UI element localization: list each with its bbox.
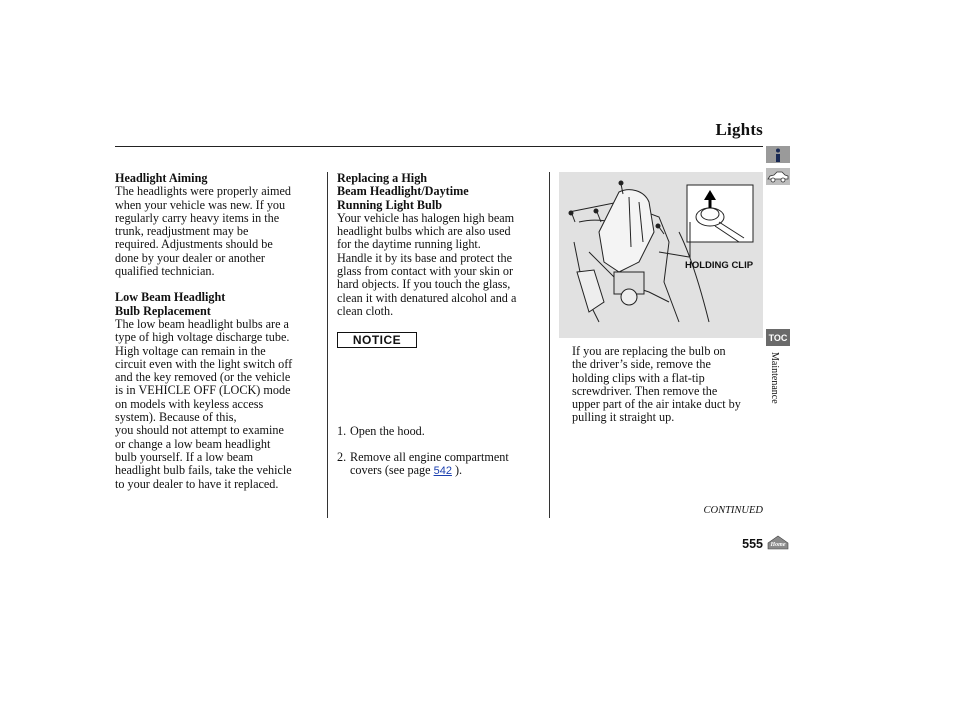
step-2-tail: ). (454, 463, 463, 478)
col1-p1-l2: regularly carry heavy items in the (115, 210, 280, 225)
home-icon (766, 534, 790, 550)
col2-p1-l6: clean it with denatured alcohol and a (337, 290, 517, 305)
col1-p2-l0: The low beam headlight bulbs are a (115, 316, 289, 331)
col1-p2-l4: and the key removed (or the vehicle (115, 370, 291, 385)
column-divider-1 (327, 172, 328, 518)
step-1-text: Open the hood. (350, 424, 425, 438)
column-1 (115, 172, 325, 491)
col1-p2-l9: or change a low beam headlight (115, 436, 271, 451)
toc-button[interactable]: TOC (766, 329, 790, 346)
step-2 (337, 451, 509, 479)
column-divider-2 (549, 172, 550, 518)
col1-p2-l10: bulb yourself. If a low beam (115, 449, 254, 464)
col1-p1-l1: when your vehicle was new. If you (115, 197, 286, 212)
col1-p2-l7: system). Because of this, (115, 410, 237, 425)
car-icon (767, 171, 789, 183)
page-title: Lights (715, 120, 763, 139)
col3-p1-l2: holding clips with a flat-tip (572, 370, 705, 385)
section-tab-maintenance[interactable]: Maintenance (769, 352, 780, 404)
page-link-542[interactable]: 542 (433, 465, 452, 478)
col1-p2-l2: High voltage can remain in the (115, 343, 266, 358)
col2-p1-l3: Handle it by its base and protect the (337, 250, 512, 265)
col1-p1-l0: The headlights were properly aimed (115, 184, 291, 199)
engine-diagram-svg (559, 172, 763, 338)
title-rule (115, 146, 763, 147)
heading-high-beam-l1: Beam Headlight/Daytime (337, 184, 469, 199)
heading-low-beam-l0: Low Beam Headlight (115, 290, 226, 305)
col2-p1-l7: clean cloth. (337, 303, 394, 318)
home-button[interactable] (766, 534, 790, 550)
col1-p1-l6: qualified technician. (115, 264, 215, 279)
col1-p2-l12: to your dealer to have it replaced. (115, 476, 279, 491)
holding-clip-illustration (559, 172, 763, 338)
vehicle-index-button[interactable] (766, 168, 790, 185)
heading-headlight-aiming: Headlight Aiming (115, 171, 208, 185)
col1-p1-l3: trunk, readjustment may be (115, 224, 249, 239)
svg-text:Home: Home (770, 542, 786, 548)
col3-p1-l5: pulling it straight up. (572, 410, 675, 425)
col2-p1-l4: glass from contact with your skin or (337, 264, 514, 279)
step-1 (337, 425, 425, 438)
col3-p1-l3: screwdriver. Then remove the (572, 383, 718, 398)
heading-low-beam-l1: Bulb Replacement (115, 303, 211, 318)
continued-label: CONTINUED (703, 505, 763, 516)
col3-p1-l0: If you are replacing the bulb on (572, 344, 726, 358)
col1-p2-l6: on models with keyless access (115, 396, 264, 411)
info-button[interactable] (766, 146, 790, 163)
notice-label: NOTICE (337, 332, 417, 348)
col1-p2-l5: is in VEHICLE OFF (LOCK) mode (115, 383, 291, 398)
step-2-text-l0: Remove all engine compartment (350, 450, 509, 464)
heading-high-beam-l0: Replacing a High (337, 171, 428, 185)
step-2-text-l1: covers (see page (350, 463, 431, 478)
info-icon (773, 148, 783, 162)
col2-p1-l0: Your vehicle has halogen high beam (337, 210, 515, 225)
column-2 (337, 172, 547, 318)
step-2-number: 2. (337, 450, 347, 464)
col1-p2-l11: headlight bulb fails, take the vehicle (115, 463, 292, 478)
col1-p2-l8: you should not attempt to examine (115, 423, 284, 438)
col1-p1-l4: required. Adjustments should be (115, 237, 273, 252)
col2-p1-l1: headlight bulbs which are also used (337, 224, 511, 239)
heading-high-beam-l2: Running Light Bulb (337, 197, 443, 212)
col3-p1-l4: upper part of the air intake duct by (572, 397, 741, 412)
column-3 (572, 345, 767, 425)
holding-clip-label: HOLDING CLIP (685, 260, 754, 271)
page-number: 555 (742, 537, 763, 551)
step-1-number: 1. (337, 424, 347, 438)
col3-p1-l1: the driver’s side, remove the (572, 357, 711, 372)
col2-p1-l5: hard objects. If you touch the glass, (337, 277, 511, 292)
col1-p2-l3: circuit even with the light switch off (115, 356, 293, 371)
col1-p2-l1: type of high voltage discharge tube. (115, 330, 290, 345)
col2-p1-l2: for the daytime running light. (337, 237, 481, 252)
col1-p1-l5: done by your dealer or another (115, 250, 265, 265)
